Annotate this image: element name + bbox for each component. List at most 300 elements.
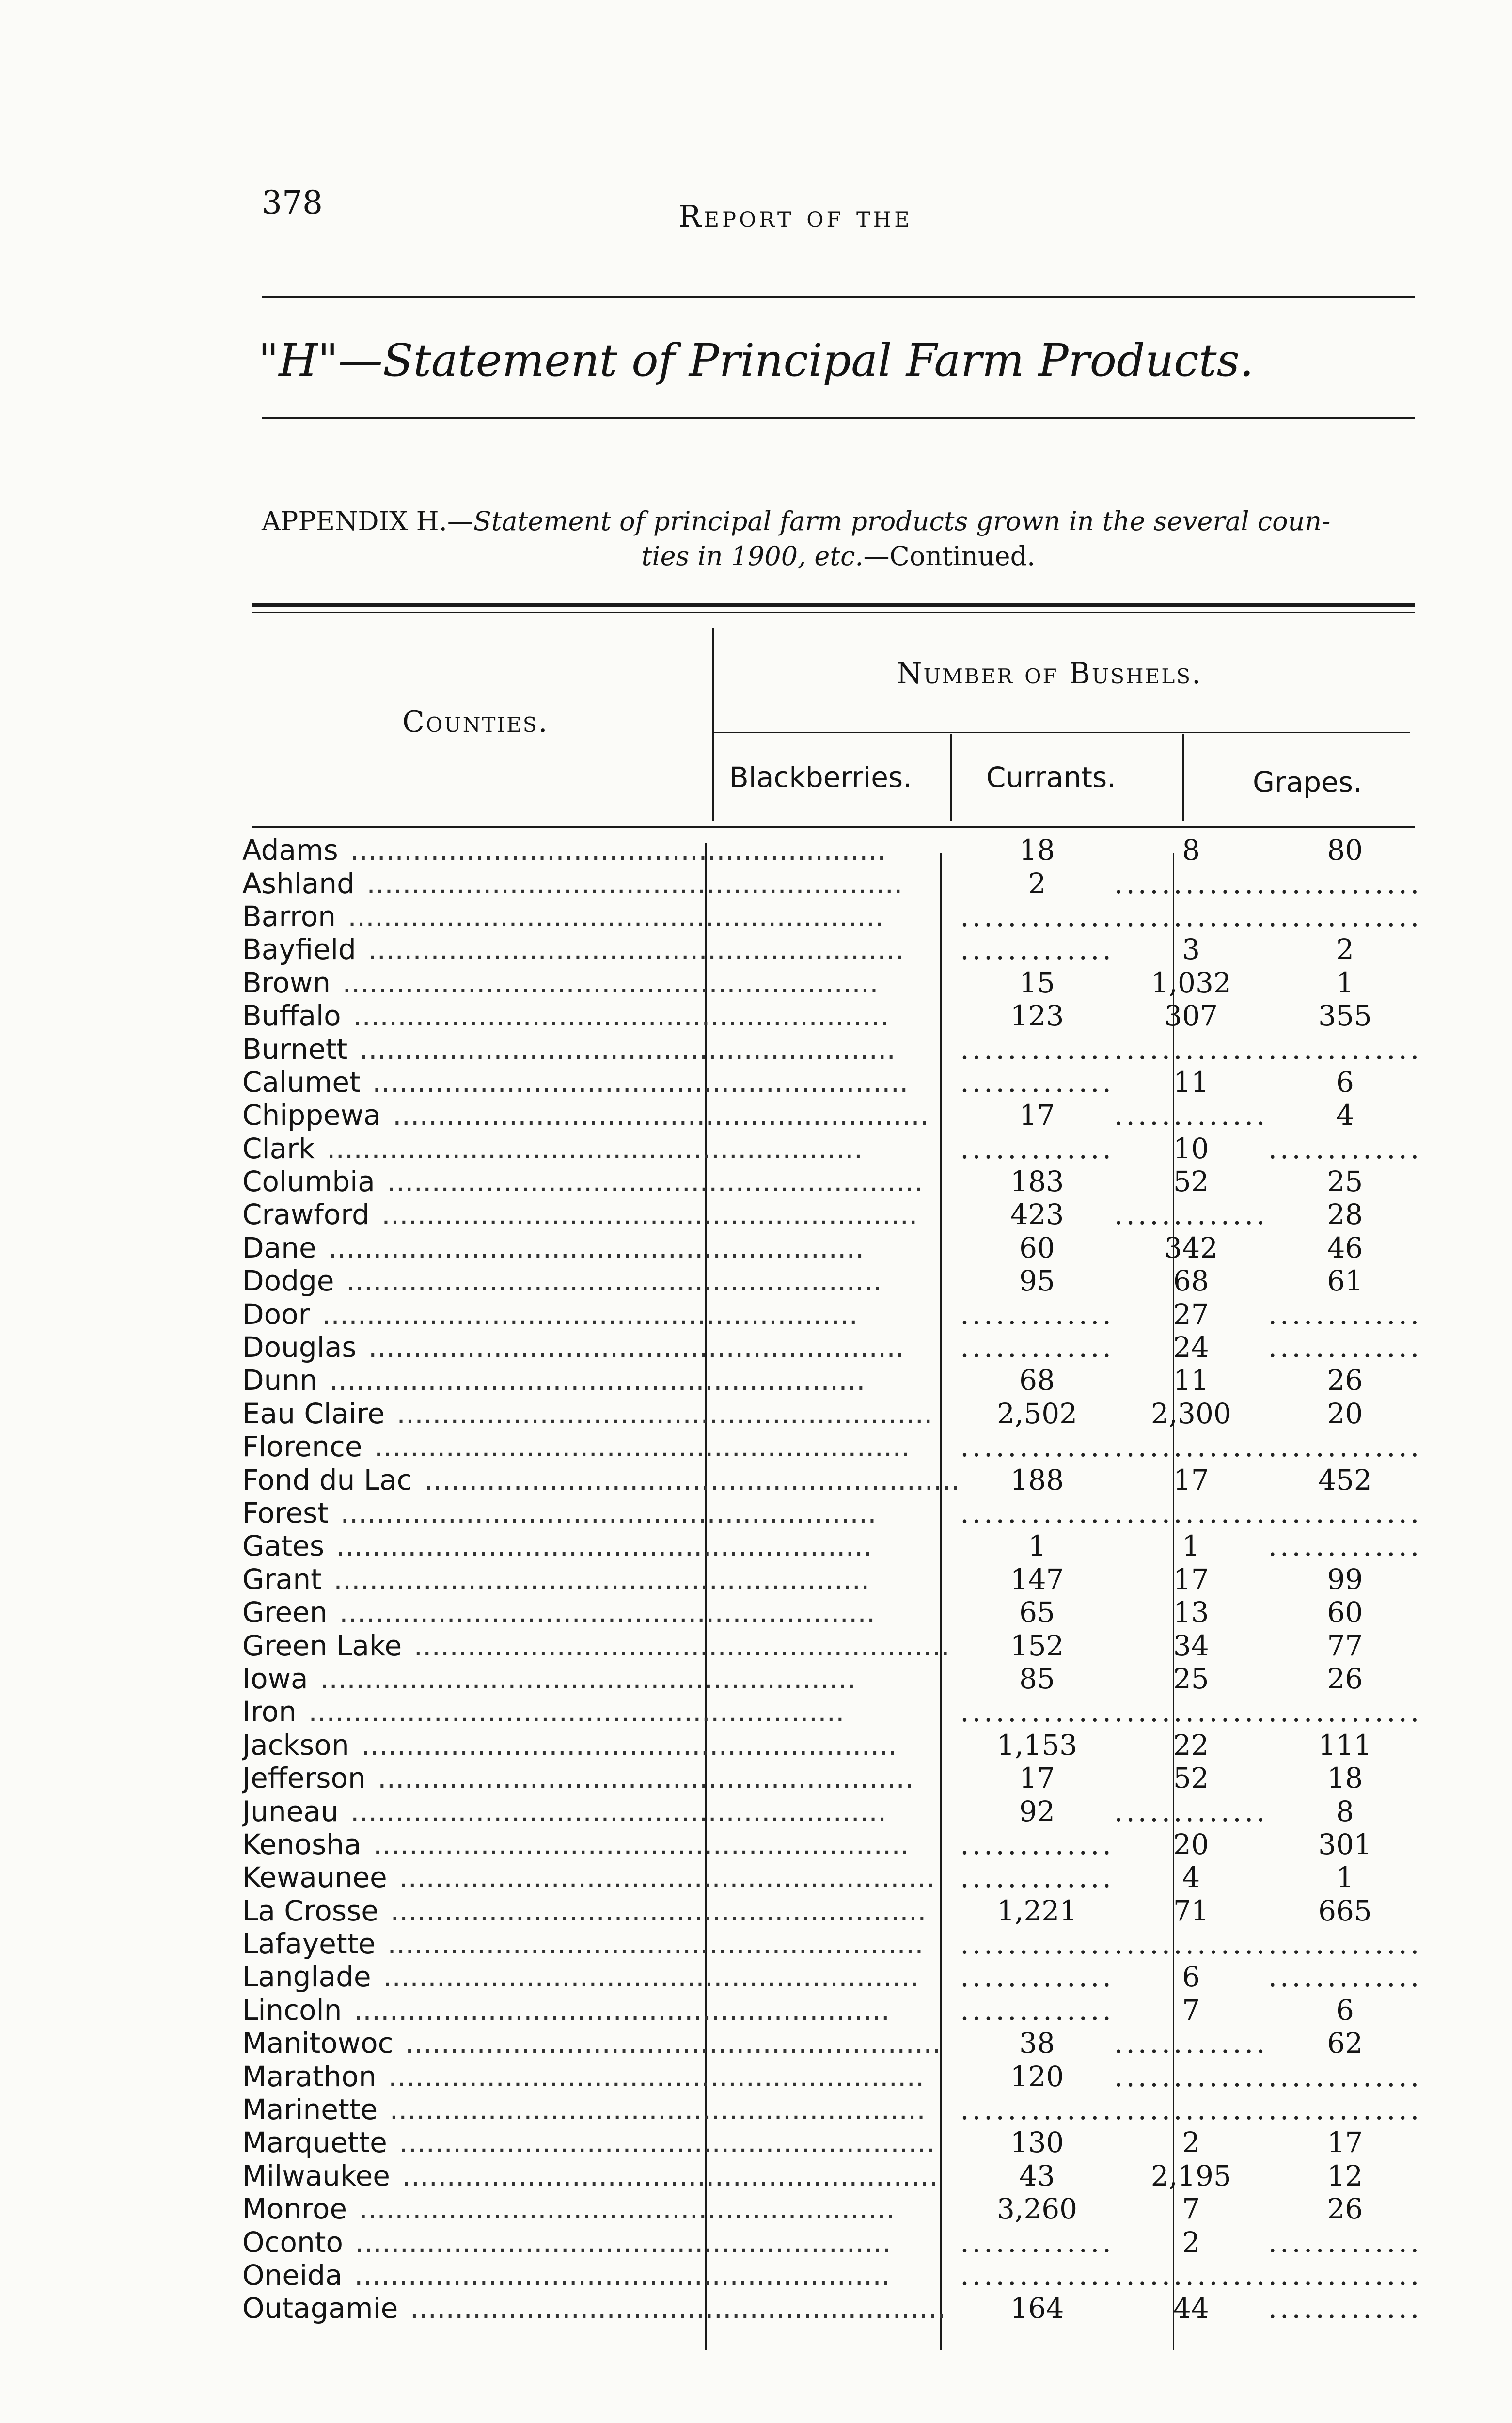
cell-blackberries <box>960 1132 1114 1165</box>
county-cell <box>242 999 960 1032</box>
cell-blackberries <box>960 1563 1114 1596</box>
empty-dots: ............. <box>960 933 1114 966</box>
county-name: Outagamie <box>242 2292 401 2325</box>
county-cell <box>242 1165 960 1198</box>
table-row <box>242 2225 1422 2258</box>
empty-dots: ............. <box>1114 1496 1268 1529</box>
county-cell <box>242 1397 960 1430</box>
table-top-rule-thin <box>252 612 1415 613</box>
currants-value: 11 <box>1173 1065 1209 1099</box>
table-row <box>242 2126 1422 2159</box>
header-divider-2 <box>1182 734 1184 821</box>
table-row <box>242 1762 1422 1794</box>
county-name: Lincoln <box>242 1994 345 2027</box>
cell-blackberries <box>960 1894 1114 1927</box>
table-row <box>242 1297 1422 1330</box>
blackberries-value: 1,221 <box>997 1894 1078 1927</box>
cell-grapes <box>1268 999 1422 1032</box>
blackberries-value: 188 <box>1010 1463 1064 1496</box>
county-name: Monroe <box>242 2192 350 2225</box>
cell-currants <box>1114 866 1268 899</box>
empty-dots: ............. <box>1268 1529 1422 1563</box>
cell-blackberries <box>960 1496 1114 1529</box>
cell-grapes <box>1268 1099 1422 1132</box>
cell-currants <box>1114 1960 1268 1993</box>
county-cell <box>242 1032 960 1065</box>
cell-grapes <box>1268 2225 1422 2258</box>
empty-dots: ............. <box>960 1297 1114 1331</box>
leader-dots: ............................................................ <box>359 933 904 966</box>
county-name: Fond du Lac <box>242 1463 415 1496</box>
cell-blackberries <box>960 2159 1114 2192</box>
cell-grapes <box>1268 2192 1422 2225</box>
county-name: Ashland <box>242 867 358 900</box>
leader-dots: ............................................................ <box>345 2258 891 2292</box>
county-name: Burnett <box>242 1033 350 1066</box>
grapes-value: 80 <box>1327 834 1363 867</box>
header-divider-counties <box>712 628 714 821</box>
blackberries-value: 65 <box>1019 1596 1055 1629</box>
cell-currants <box>1114 2126 1268 2159</box>
cell-currants <box>1114 2093 1268 2126</box>
empty-dots: ............. <box>1268 1032 1422 1066</box>
table-row <box>242 1729 1422 1762</box>
grapes-value: 46 <box>1327 1231 1363 1264</box>
county-cell <box>242 2093 960 2126</box>
table-row <box>242 1695 1422 1728</box>
empty-dots: ............. <box>1268 1331 1422 1364</box>
col-header-blackberries: Blackberries. <box>729 761 912 794</box>
cell-currants <box>1114 1762 1268 1794</box>
cell-grapes <box>1268 966 1422 999</box>
cell-currants <box>1114 1198 1268 1231</box>
currants-value: 2 <box>1182 2225 1200 2259</box>
cell-currants <box>1114 2027 1268 2060</box>
cell-grapes <box>1268 2060 1422 2093</box>
table-row <box>242 1529 1422 1562</box>
blackberries-value: 147 <box>1010 1562 1064 1596</box>
county-cell <box>242 1066 960 1099</box>
currants-value: 3 <box>1182 933 1200 966</box>
county-cell <box>242 866 960 899</box>
county-cell <box>242 2060 960 2093</box>
cell-grapes <box>1268 1762 1422 1794</box>
county-cell <box>242 834 960 866</box>
table-row <box>242 1596 1422 1629</box>
cell-currants <box>1114 1529 1268 1562</box>
cell-currants <box>1114 966 1268 999</box>
blackberries-value: 18 <box>1019 834 1055 867</box>
cell-currants <box>1114 2259 1268 2292</box>
grapes-value: 17 <box>1327 2126 1363 2159</box>
blackberries-value: 123 <box>1010 999 1064 1033</box>
number-of-bushels-header: Number of Bushels. <box>897 657 1203 691</box>
county-name: Green Lake <box>242 1629 405 1662</box>
blackberries-value: 152 <box>1010 1629 1064 1662</box>
table-row <box>242 1099 1422 1132</box>
cell-currants <box>1114 1066 1268 1099</box>
currants-value: 25 <box>1173 1662 1209 1695</box>
empty-dots: ............. <box>1114 1099 1268 1132</box>
grapes-value: 8 <box>1336 1794 1354 1828</box>
table-row <box>242 2192 1422 2225</box>
empty-dots: ............. <box>1268 2292 1422 2325</box>
grapes-value: 452 <box>1318 1463 1372 1496</box>
county-name: Douglas <box>242 1331 360 1364</box>
cell-grapes <box>1268 1397 1422 1430</box>
blackberries-value: 43 <box>1019 2159 1055 2192</box>
table-row <box>242 1397 1422 1430</box>
empty-dots: ............. <box>1114 1032 1268 1066</box>
grapes-value: 6 <box>1336 1993 1354 2027</box>
cell-blackberries <box>960 1231 1114 1264</box>
cell-blackberries <box>960 1927 1114 1960</box>
cell-currants <box>1114 2292 1268 2325</box>
grapes-value: 111 <box>1318 1728 1372 1762</box>
county-name: Jefferson <box>242 1762 369 1794</box>
leader-dots: ............................................................ <box>327 1529 872 1563</box>
cell-grapes <box>1268 1662 1422 1695</box>
county-cell <box>242 1729 960 1762</box>
cell-currants <box>1114 1828 1268 1861</box>
cell-blackberries <box>960 2292 1114 2325</box>
grapes-value: 2 <box>1336 933 1354 966</box>
header-bottom-rule <box>252 826 1415 828</box>
leader-dots: ............................................................ <box>372 1198 918 1231</box>
cell-blackberries <box>960 1629 1114 1662</box>
empty-dots: ............. <box>960 1430 1114 1463</box>
table-row <box>242 1629 1422 1662</box>
empty-dots: ............. <box>960 1993 1114 2027</box>
leader-dots: ............................................................ <box>378 1927 924 1961</box>
cell-currants <box>1114 999 1268 1032</box>
empty-dots: ............. <box>960 1496 1114 1529</box>
cell-grapes <box>1268 1994 1422 2027</box>
empty-dots: ............. <box>1268 1496 1422 1529</box>
empty-dots: ............. <box>960 2093 1114 2126</box>
county-cell <box>242 1231 960 1264</box>
cell-grapes <box>1268 1794 1422 1827</box>
cell-currants <box>1114 900 1268 933</box>
table-row <box>242 1364 1422 1397</box>
cell-grapes <box>1268 1264 1422 1297</box>
currants-value: 34 <box>1173 1629 1209 1662</box>
blackberries-value: 120 <box>1010 2060 1064 2093</box>
county-cell <box>242 1529 960 1562</box>
county-name: Crawford <box>242 1198 373 1231</box>
caption-italic-second: ties in 1900, etc. <box>641 541 864 571</box>
cell-currants <box>1114 1297 1268 1330</box>
empty-dots: ............. <box>1114 2060 1268 2093</box>
cell-grapes <box>1268 1165 1422 1198</box>
empty-dots: ............. <box>960 899 1114 933</box>
leader-dots: ............................................................ <box>396 2027 942 2060</box>
county-cell <box>242 1662 960 1695</box>
cell-grapes <box>1268 2093 1422 2126</box>
county-name: Milwaukee <box>242 2159 393 2192</box>
county-cell <box>242 1596 960 1629</box>
county-cell <box>242 1563 960 1596</box>
section-title: "H"—Statement of Principal Farm Products. <box>258 334 1254 386</box>
leader-dots: ............................................................ <box>324 1562 870 1596</box>
table-row <box>242 1662 1422 1695</box>
cell-blackberries <box>960 1828 1114 1861</box>
empty-dots: ............. <box>1268 899 1422 933</box>
currants-value: 24 <box>1173 1331 1209 1364</box>
county-cell <box>242 1927 960 1960</box>
col-header-grapes: Grapes. <box>1253 766 1362 799</box>
grapes-value: 20 <box>1327 1397 1363 1430</box>
leader-dots: ............................................................ <box>363 1065 909 1099</box>
table-body <box>242 834 1422 2325</box>
leader-dots: ............................................................ <box>393 2159 938 2192</box>
cell-currants <box>1114 2192 1268 2225</box>
cell-blackberries <box>960 900 1114 933</box>
cell-grapes <box>1268 1629 1422 1662</box>
county-name: Marquette <box>242 2126 390 2159</box>
cell-currants <box>1114 1264 1268 1297</box>
county-name: Dodge <box>242 1264 337 1297</box>
currants-value: 307 <box>1164 999 1218 1033</box>
currants-value: 2,300 <box>1150 1397 1231 1430</box>
table-row <box>242 900 1422 933</box>
cell-currants <box>1114 1629 1268 1662</box>
currants-value: 7 <box>1182 2192 1200 2226</box>
table-row <box>242 2292 1422 2325</box>
grapes-value: 77 <box>1327 1629 1363 1662</box>
cell-currants <box>1114 1894 1268 1927</box>
cell-blackberries <box>960 1066 1114 1099</box>
cell-currants <box>1114 834 1268 866</box>
county-name: Barron <box>242 900 339 933</box>
currants-value: 13 <box>1173 1596 1209 1629</box>
county-name: Kewaunee <box>242 1861 390 1894</box>
county-name: Chippewa <box>242 1099 384 1132</box>
cell-blackberries <box>960 2126 1114 2159</box>
empty-dots: ............. <box>960 1927 1114 1961</box>
currants-value: 17 <box>1173 1463 1209 1496</box>
cell-grapes <box>1268 933 1422 966</box>
cell-blackberries <box>960 1729 1114 1762</box>
table-row <box>242 1894 1422 1927</box>
county-name: Calumet <box>242 1066 363 1099</box>
grapes-value: 12 <box>1327 2159 1363 2192</box>
table-row <box>242 1264 1422 1297</box>
blackberries-value: 423 <box>1010 1198 1064 1231</box>
table-row <box>242 999 1422 1032</box>
cell-currants <box>1114 1397 1268 1430</box>
cell-blackberries <box>960 1165 1114 1198</box>
leader-dots: ............................................................ <box>378 1165 923 1198</box>
grapes-value: 26 <box>1327 2192 1363 2226</box>
cell-grapes <box>1268 1297 1422 1330</box>
county-name: Manitowoc <box>242 2027 396 2060</box>
cell-blackberries <box>960 1032 1114 1065</box>
county-name: Kenosha <box>242 1828 364 1861</box>
col-header-currants: Currants. <box>986 761 1116 794</box>
county-cell <box>242 1894 960 1927</box>
caption-lead: APPENDIX H.— <box>262 506 473 536</box>
table-row <box>242 1066 1422 1099</box>
grapes-value: 99 <box>1327 1562 1363 1596</box>
top-rule <box>262 296 1415 298</box>
cell-blackberries <box>960 1662 1114 1695</box>
county-name: Lafayette <box>242 1927 378 1960</box>
county-name: Iowa <box>242 1662 311 1695</box>
cell-currants <box>1114 1794 1268 1827</box>
blackberries-value: 1 <box>1028 1529 1046 1563</box>
grapes-value: 60 <box>1327 1596 1363 1629</box>
county-name: Dunn <box>242 1364 320 1397</box>
currants-value: 27 <box>1173 1297 1209 1331</box>
county-name: Oconto <box>242 2226 346 2259</box>
cell-blackberries <box>960 1596 1114 1629</box>
county-name: Iron <box>242 1695 299 1728</box>
table-row <box>242 1496 1422 1529</box>
empty-dots: ............. <box>960 1827 1114 1861</box>
header-divider-1 <box>950 734 952 821</box>
cell-blackberries <box>960 1960 1114 1993</box>
county-name: Bayfield <box>242 933 359 966</box>
county-name: Columbia <box>242 1165 378 1198</box>
empty-dots: ............. <box>960 1032 1114 1066</box>
grapes-value: 665 <box>1318 1894 1372 1927</box>
leader-dots: ............................................................ <box>346 2225 891 2259</box>
table-row <box>242 2259 1422 2292</box>
cell-blackberries <box>960 1397 1114 1430</box>
cell-blackberries <box>960 1529 1114 1562</box>
county-cell <box>242 1132 960 1165</box>
county-cell <box>242 1331 960 1364</box>
leader-dots: ............................................................ <box>350 2192 895 2226</box>
grapes-value: 1 <box>1336 966 1354 999</box>
cell-blackberries <box>960 1695 1114 1728</box>
empty-dots: ............. <box>1268 2060 1422 2093</box>
caption-second-line <box>262 539 1415 574</box>
county-cell <box>242 1994 960 2027</box>
county-name: Oneida <box>242 2259 346 2292</box>
leader-dots: ............................................................ <box>387 1397 933 1430</box>
page-number: 378 <box>262 184 323 221</box>
empty-dots: ............. <box>1268 2093 1422 2126</box>
cell-blackberries <box>960 1794 1114 1827</box>
leader-dots: ............................................................ <box>333 966 879 999</box>
currants-value: 17 <box>1173 1562 1209 1596</box>
cell-grapes <box>1268 1331 1422 1364</box>
farm-products-table <box>242 834 1422 2325</box>
cell-currants <box>1114 1099 1268 1132</box>
county-cell <box>242 966 960 999</box>
currants-value: 4 <box>1182 1861 1200 1894</box>
grapes-value: 28 <box>1327 1198 1363 1231</box>
empty-dots: ............. <box>1114 899 1268 933</box>
table-row <box>242 1828 1422 1861</box>
cell-blackberries <box>960 1331 1114 1364</box>
leader-dots: ............................................................ <box>415 1463 961 1496</box>
cell-grapes <box>1268 2159 1422 2192</box>
currants-value: 22 <box>1173 1728 1209 1762</box>
cell-blackberries <box>960 2192 1114 2225</box>
empty-dots: ............. <box>1268 1132 1422 1165</box>
county-cell <box>242 1430 960 1463</box>
county-name: Green <box>242 1596 331 1629</box>
cell-grapes <box>1268 2126 1422 2159</box>
cell-blackberries <box>960 1198 1114 1231</box>
county-name: Grant <box>242 1563 325 1596</box>
cell-currants <box>1114 1596 1268 1629</box>
cell-grapes <box>1268 1066 1422 1099</box>
county-cell <box>242 933 960 966</box>
cell-blackberries <box>960 1861 1114 1894</box>
blackberries-value: 60 <box>1019 1231 1055 1264</box>
county-cell <box>242 900 960 933</box>
leader-dots: ............................................................ <box>364 1827 910 1861</box>
cell-blackberries <box>960 1264 1114 1297</box>
table-row <box>242 1960 1422 1993</box>
currants-value: 52 <box>1173 1762 1209 1795</box>
empty-dots: ............. <box>1114 866 1268 900</box>
grapes-value: 6 <box>1336 1065 1354 1099</box>
leader-dots: ............................................................ <box>383 1099 929 1132</box>
empty-dots: ............. <box>1268 1297 1422 1331</box>
table-row <box>242 1198 1422 1231</box>
empty-dots: ............. <box>1268 2258 1422 2292</box>
leader-dots: ............................................................ <box>365 1430 911 1463</box>
cell-currants <box>1114 1927 1268 1960</box>
cell-currants <box>1114 1231 1268 1264</box>
leader-dots: ............................................................ <box>330 1596 876 1629</box>
cell-blackberries <box>960 2225 1114 2258</box>
cell-grapes <box>1268 1132 1422 1165</box>
county-name: Florence <box>242 1430 365 1463</box>
leader-dots: ............................................................ <box>405 1629 950 1662</box>
grapes-value: 4 <box>1336 1099 1354 1132</box>
currants-value: 8 <box>1182 834 1200 867</box>
empty-dots: ............. <box>1114 1430 1268 1463</box>
table-row <box>242 1463 1422 1496</box>
grapes-value: 18 <box>1327 1762 1363 1795</box>
cell-grapes <box>1268 1729 1422 1762</box>
table-row <box>242 834 1422 866</box>
cell-currants <box>1114 1662 1268 1695</box>
county-cell <box>242 1828 960 1861</box>
cell-currants <box>1114 1729 1268 1762</box>
county-cell <box>242 2192 960 2225</box>
currants-value: 342 <box>1164 1231 1218 1264</box>
cell-currants <box>1114 1165 1268 1198</box>
table-row <box>242 1994 1422 2027</box>
cell-grapes <box>1268 1529 1422 1562</box>
table-row <box>242 1032 1422 1065</box>
empty-dots: ............. <box>960 2258 1114 2292</box>
grapes-value: 25 <box>1327 1165 1363 1198</box>
cell-grapes <box>1268 1563 1422 1596</box>
county-cell <box>242 1794 960 1827</box>
county-name: Jackson <box>242 1729 352 1762</box>
leader-dots: ............................................................ <box>299 1695 845 1729</box>
county-name: Juneau <box>242 1795 342 1828</box>
blackberries-value: 3,260 <box>997 2192 1078 2226</box>
cell-blackberries <box>960 2060 1114 2093</box>
cell-grapes <box>1268 1032 1422 1065</box>
grapes-value: 301 <box>1318 1827 1372 1861</box>
table-row <box>242 866 1422 899</box>
county-cell <box>242 1496 960 1529</box>
cell-blackberries <box>960 966 1114 999</box>
county-cell <box>242 2225 960 2258</box>
blackberries-value: 68 <box>1019 1364 1055 1397</box>
cell-grapes <box>1268 1828 1422 1861</box>
